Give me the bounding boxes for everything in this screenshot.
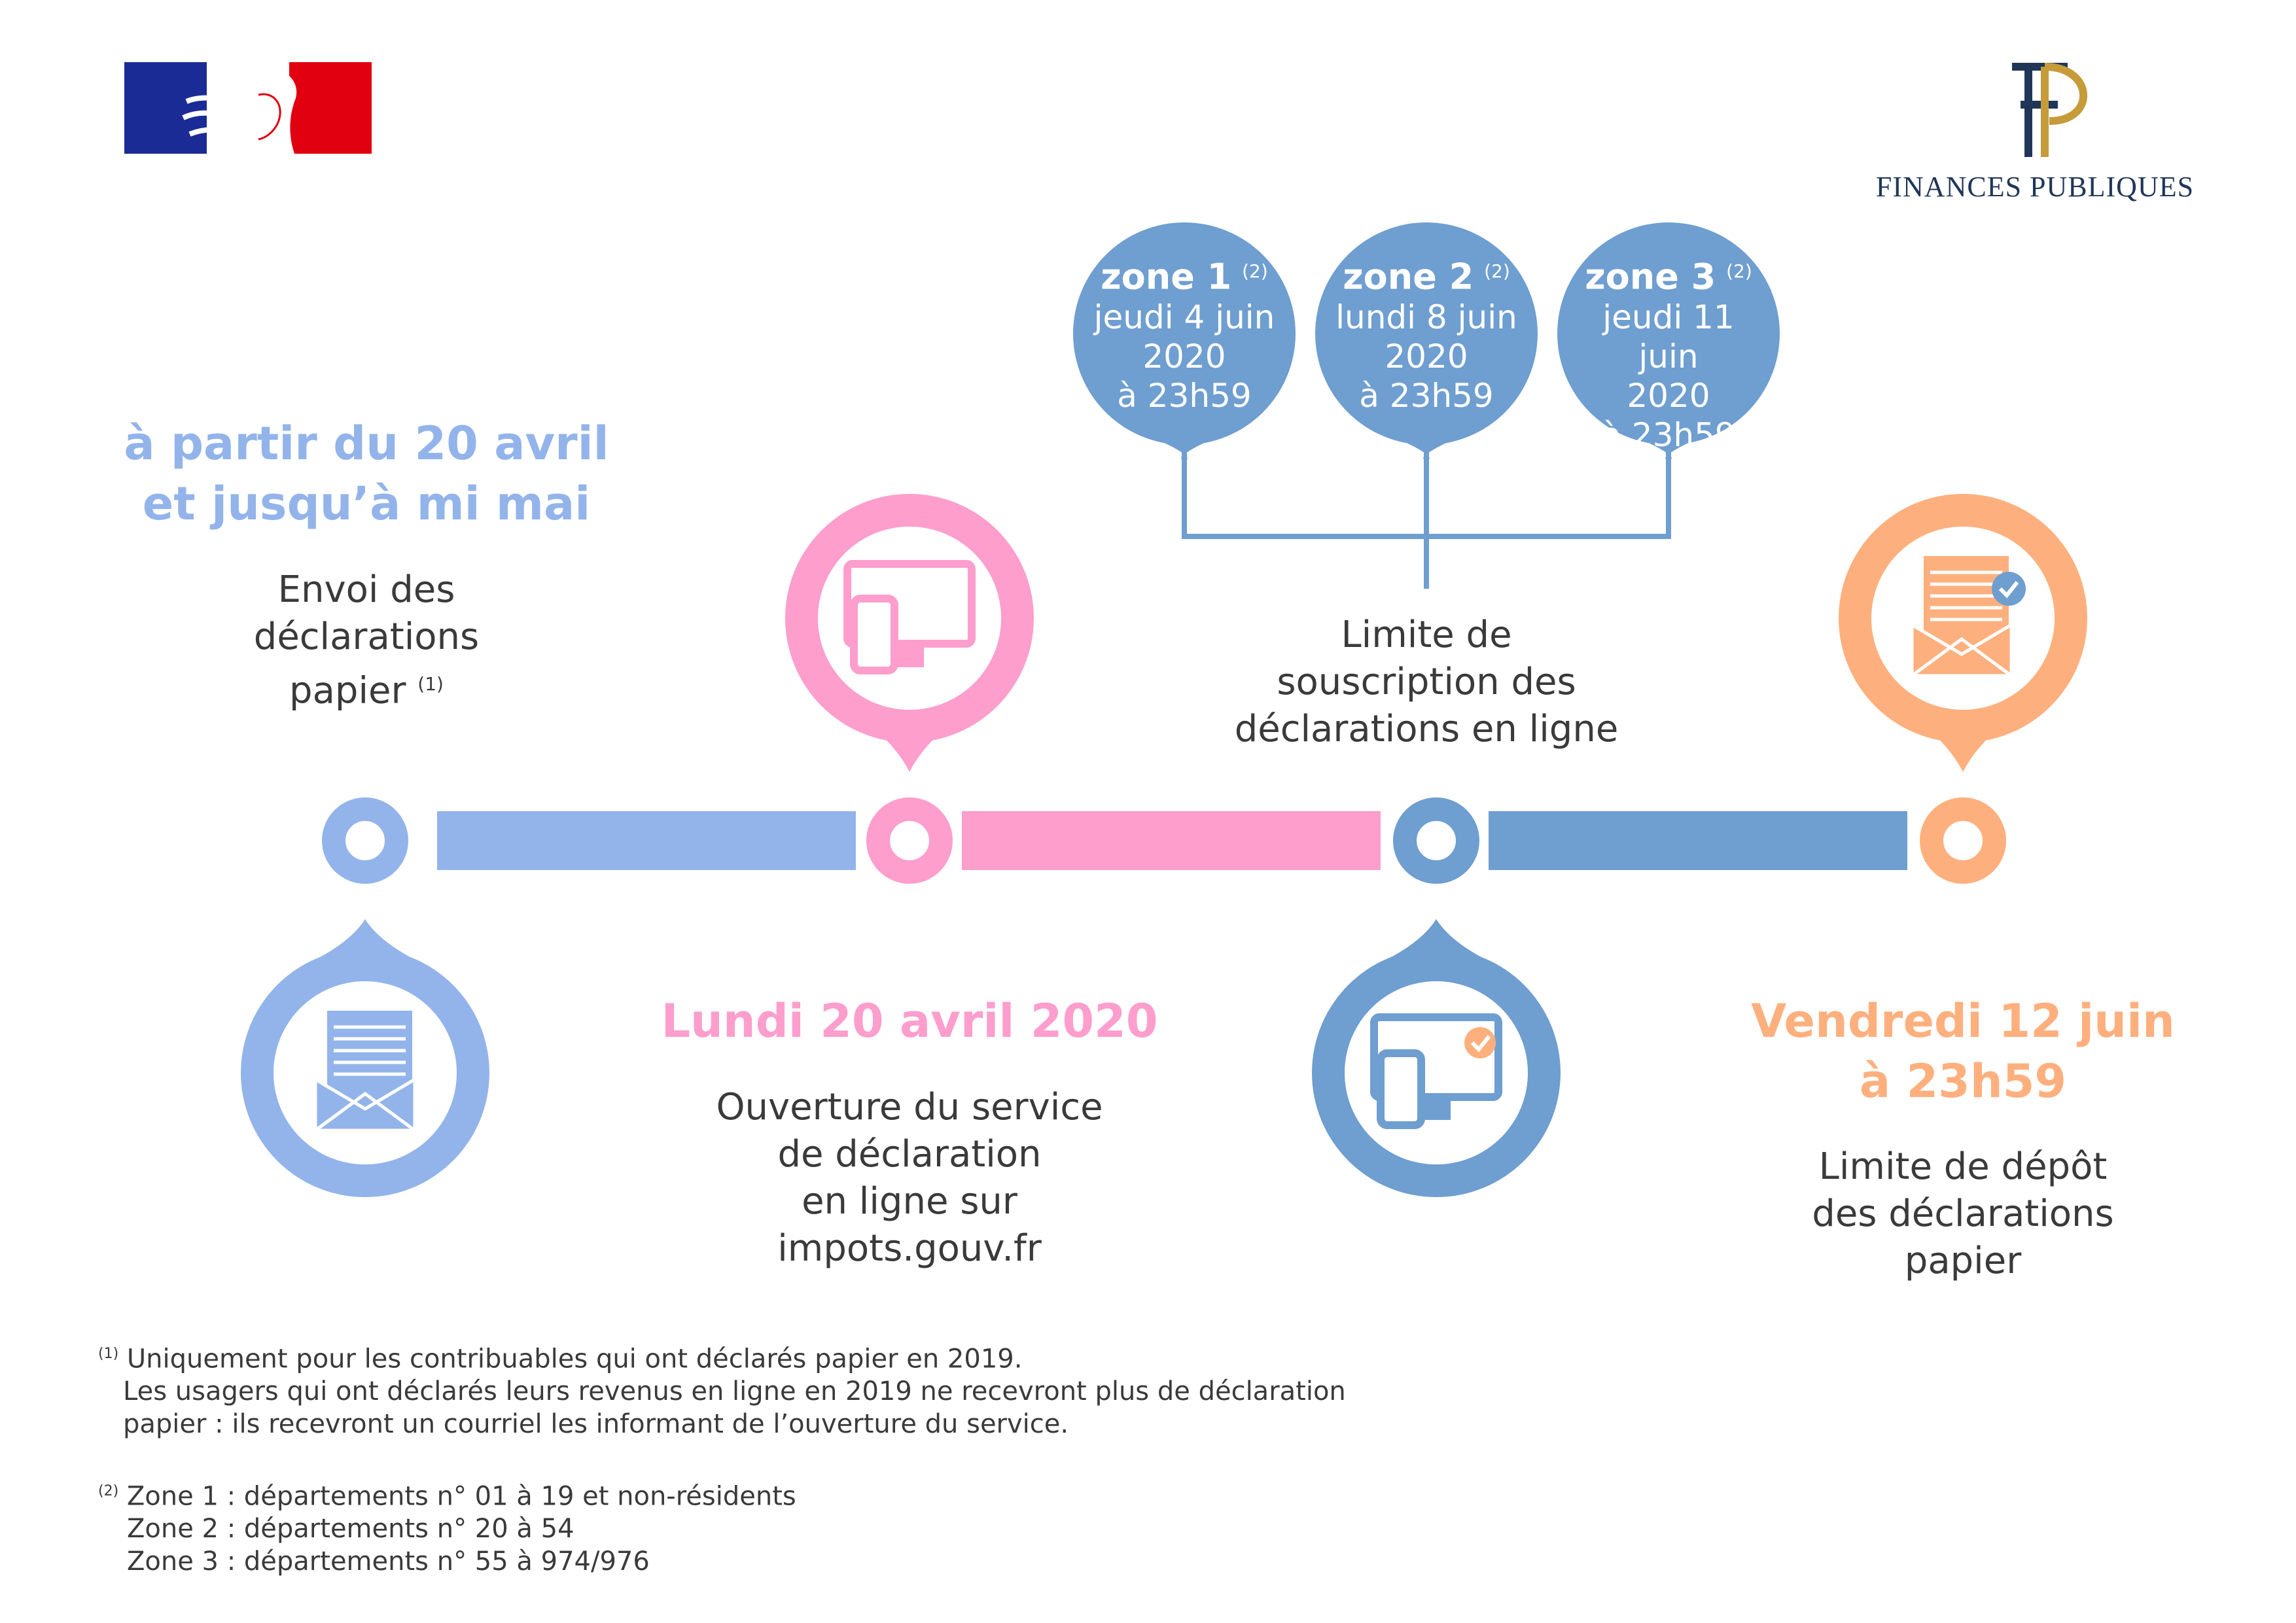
step-1-title-line: et jusqu’à mi mai bbox=[142, 477, 591, 531]
step-4-title-line: à 23h59 bbox=[1859, 1055, 2067, 1108]
footnote-ref-1: (1) bbox=[417, 673, 444, 695]
zone-3-time: à 23h59 bbox=[1601, 415, 1736, 454]
timeline-node-1 bbox=[334, 809, 397, 872]
footnote-line: Les usagers qui ont déclarés leurs revenus en ligne en 2019 ne recevront plus de déclaration bbox=[123, 1376, 1346, 1407]
step-2-description bbox=[648, 1084, 1171, 1272]
timeline-segment-1 bbox=[437, 811, 856, 870]
step-4-description bbox=[1734, 1143, 2192, 1285]
step-3-desc-line: souscription des bbox=[1277, 661, 1576, 703]
monitor-phone-icon bbox=[785, 494, 1034, 772]
step-3-desc-line: Limite de bbox=[1341, 614, 1512, 656]
step-4-title bbox=[1701, 991, 2225, 1111]
timeline-node-4 bbox=[1932, 809, 1994, 872]
zone-3-ref: (2) bbox=[1726, 260, 1752, 282]
footnote-2-ref: (2) bbox=[98, 1483, 119, 1499]
footnote-1-ref: (1) bbox=[98, 1346, 119, 1362]
step-2-desc-line: Ouverture du service bbox=[716, 1086, 1103, 1128]
finances-publiques-caption: FINANCES PUBLIQUES bbox=[1875, 171, 2195, 203]
timeline-segment-3 bbox=[1489, 811, 1907, 870]
envelope-letter-icon bbox=[241, 919, 489, 1197]
step-2-desc-line: impots.gouv.fr bbox=[777, 1227, 1042, 1270]
step-1-desc-line: papier bbox=[289, 669, 406, 712]
step-1-desc-line: Envoi des bbox=[277, 568, 455, 611]
step-4-desc-line: des déclarations bbox=[1812, 1193, 2114, 1235]
step-1-title-line: à partir du 20 avril bbox=[124, 417, 609, 470]
step-3-desc-line: déclarations en ligne bbox=[1234, 708, 1619, 750]
monitor-phone-check-icon bbox=[1312, 919, 1561, 1197]
zone-3-name: zone 3 bbox=[1585, 256, 1716, 298]
zone-2-name: zone 2 bbox=[1343, 256, 1474, 298]
footnote-2 bbox=[98, 1475, 1538, 1578]
footnote-line: papier : ils recevront un courriel les informant de l’ouverture du service. bbox=[123, 1409, 1069, 1440]
zone-1-year: 2020 bbox=[1142, 337, 1226, 375]
zone-2-year: 2020 bbox=[1385, 337, 1468, 375]
zone-2-date: lundi 8 juin bbox=[1335, 298, 1517, 336]
zone-1-name: zone 1 bbox=[1101, 256, 1232, 298]
timeline-node-3 bbox=[1405, 809, 1468, 872]
step-1-desc-line: déclarations bbox=[253, 616, 480, 658]
step-2-title bbox=[615, 991, 1204, 1051]
zone-2-time: à 23h59 bbox=[1359, 376, 1494, 415]
zone-2-ref: (2) bbox=[1484, 260, 1510, 282]
zone-3-year: 2020 bbox=[1627, 376, 1710, 415]
footnote-line: Zone 1 : départements n° 01 à 19 et non-résidents bbox=[126, 1481, 796, 1512]
footnote-line: Uniquement pour les contribuables qui ont déclarés papier en 2019. bbox=[126, 1344, 1023, 1374]
step-2-desc-line: de déclaration bbox=[777, 1133, 1042, 1176]
footnote-1 bbox=[98, 1338, 1538, 1440]
zone-1-date: jeudi 4 juin bbox=[1093, 298, 1275, 336]
step-2-title-line: Lundi 20 avril 2020 bbox=[661, 994, 1158, 1048]
step-3-description bbox=[1165, 612, 1688, 753]
footnote-line: Zone 2 : départements n° 20 à 54 bbox=[127, 1514, 574, 1544]
envelope-letter-check-icon bbox=[1839, 494, 2087, 772]
zone-3-date: jeudi 11 juin bbox=[1602, 298, 1735, 375]
timeline-node-2 bbox=[878, 809, 941, 872]
step-4-desc-line: Limite de dépôt bbox=[1818, 1145, 2108, 1188]
zone-1-ref: (2) bbox=[1242, 260, 1268, 282]
step-1-title bbox=[105, 413, 628, 534]
footnote-line: Zone 3 : départements n° 55 à 974/976 bbox=[127, 1546, 650, 1577]
zone-1-time: à 23h59 bbox=[1117, 376, 1252, 415]
step-4-title-line: Vendredi 12 juin bbox=[1751, 994, 2175, 1048]
timeline-segment-2 bbox=[962, 811, 1381, 870]
step-2-desc-line: en ligne sur bbox=[802, 1180, 1017, 1223]
step-1-description bbox=[170, 567, 563, 715]
step-4-desc-line: papier bbox=[1904, 1240, 2022, 1282]
